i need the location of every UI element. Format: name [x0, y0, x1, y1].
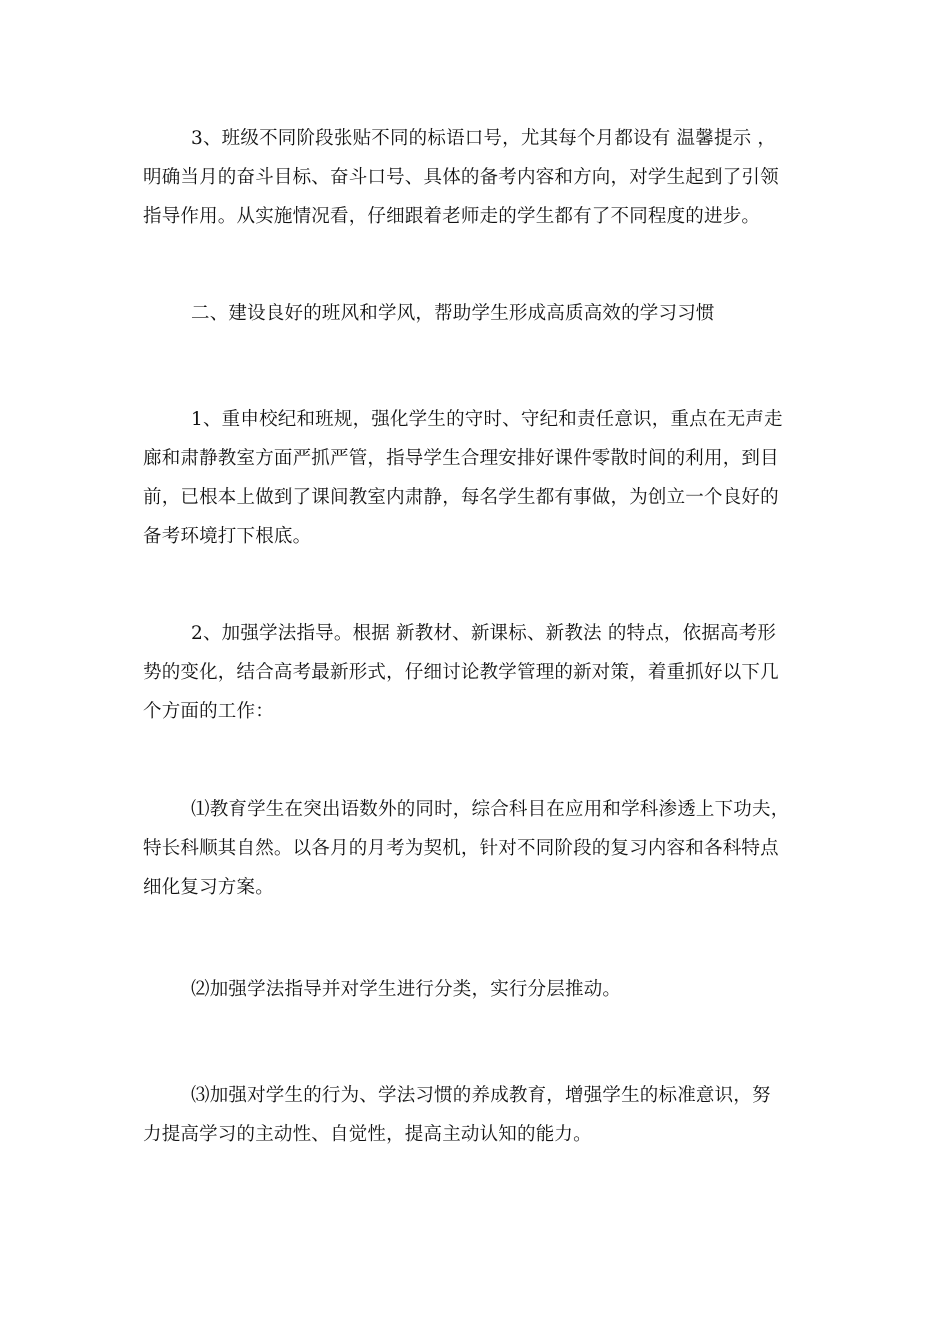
heading-line: 二、建设良好的班风和学风，帮助学生形成高质高效的学习习惯 — [191, 303, 715, 324]
section-heading-class-style — [143, 294, 823, 333]
paragraph-line: 明确当月的奋斗目标、奋斗口号、具体的备考内容和方向，对学生起到了引领 — [143, 167, 779, 188]
paragraph-line: 个方面的工作： — [143, 701, 274, 722]
paragraph-study-methods — [143, 614, 823, 731]
paragraph-discipline — [143, 400, 823, 556]
paragraph-item-1 — [143, 790, 823, 907]
paragraph-line: 指导作用。从实施情况看，仔细跟着老师走的学生都有了不同程度的进步。 — [143, 206, 761, 227]
paragraph-line: 2、加强学法指导。根据 新教材、新课标、新教法 的特点，依据高考形 — [191, 623, 777, 644]
paragraph-class-slogans — [143, 119, 823, 236]
paragraph-line: 势的变化，结合高考最新形式，仔细讨论教学管理的新对策，着重抓好以下几 — [143, 662, 779, 683]
paragraph-item-2 — [143, 970, 823, 1009]
paragraph-line: 特长科顺其自然。以各月的月考为契机，针对不同阶段的复习内容和各科特点 — [143, 838, 779, 859]
paragraph-line: 细化复习方案。 — [143, 877, 274, 898]
paragraph-line: 1、重申校纪和班规，强化学生的守时、守纪和责任意识，重点在无声走 — [191, 409, 783, 430]
paragraph-line: 廊和肃静教室方面严抓严管，指导学生合理安排好课件零散时间的利用，到目 — [143, 448, 779, 469]
paragraph-line: 3、班级不同阶段张贴不同的标语口号，尤其每个月都设有 温馨提示 ， — [191, 128, 777, 149]
paragraph-line: ⑵加强学法指导并对学生进行分类，实行分层推动。 — [191, 979, 622, 1000]
paragraph-line: 前，已根本上做到了课间教室内肃静，每名学生都有事做，为创立一个良好的 — [143, 487, 779, 508]
paragraph-item-3 — [143, 1076, 823, 1154]
paragraph-line: ⑶加强对学生的行为、学法习惯的养成教育，增强学生的标准意识，努 — [191, 1085, 771, 1106]
paragraph-line: ⑴教育学生在突出语数外的同时，综合科目在应用和学科渗透上下功夫， — [191, 799, 790, 820]
paragraph-line: 备考环境打下根底。 — [143, 526, 312, 547]
paragraph-line: 力提高学习的主动性、自觉性，提高主动认知的能力。 — [143, 1124, 592, 1145]
